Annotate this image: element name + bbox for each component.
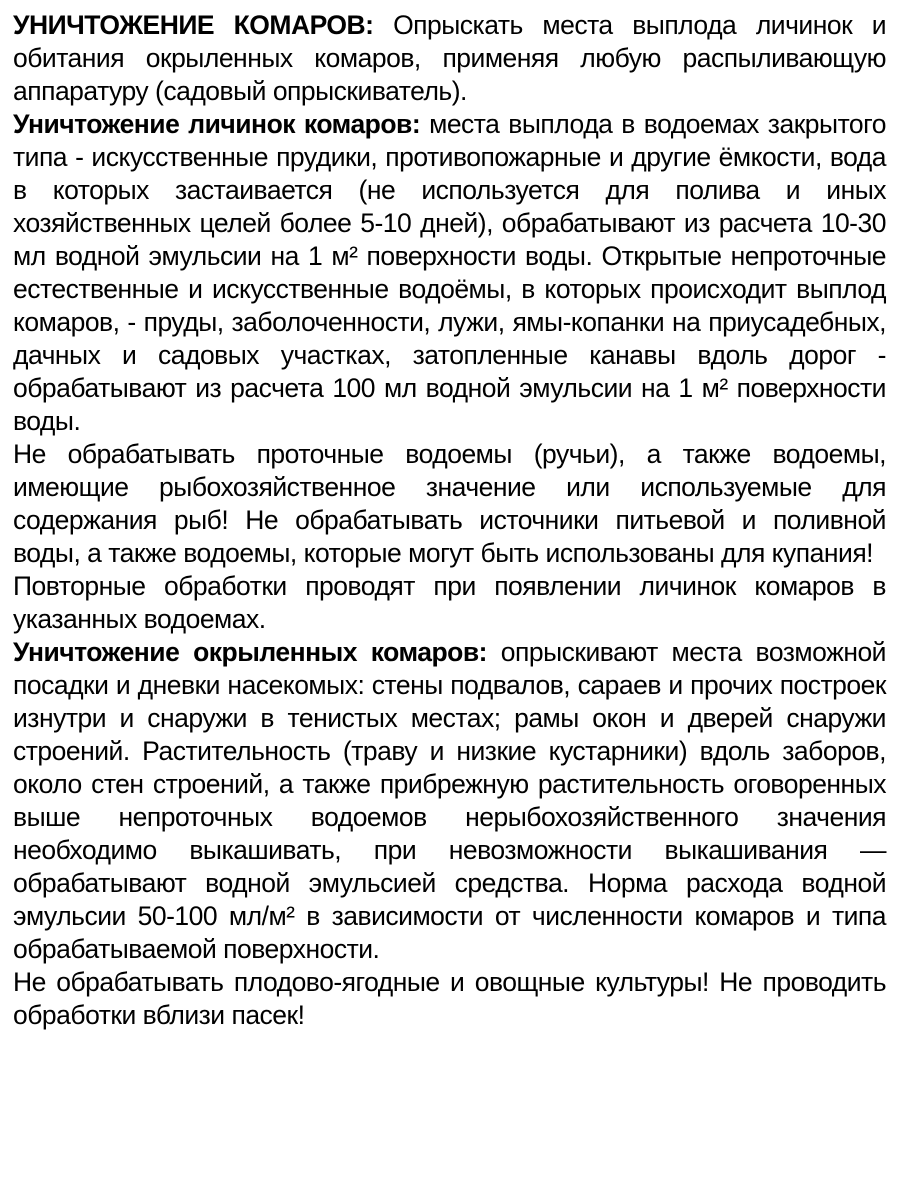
- paragraph-body: опрыскивают места возможной посадки и дневки насекомых: стены подвалов, сараев и прочих построек изнутри и снаружи в тенистых местах; рамы окон и дверей снаружи строений. Растительность (траву и низкие кустарники) вдоль заборов, около стен строений, а также прибрежную растительность оговоренных выше непроточных водоемов нерыбохозяйственного значения необходимо выкашивать, при невозможности выкашивания — обрабатывают водной эмульсией средства. Норма расхода водной эмульсии 50-100 мл/м² в зависимости от численности комаров и типа обрабатываемой поверхности.: [13, 637, 886, 964]
- paragraph-body: Не обрабатывать плодово-ягодные и овощные культуры! Не проводить обработки вблизи пасек!: [13, 967, 886, 1030]
- paragraph: [13, 570, 886, 636]
- paragraph-lead: Уничтожение окрыленных комаров:: [13, 637, 487, 667]
- paragraph-body: Не обрабатывать проточные водоемы (ручьи), а также водоемы, имеющие рыбохозяйственное значение или используемые для содержания рыб! Не обрабатывать источники питьевой и поливной воды, а также водоемы, которые могут быть использованы для купания!: [13, 439, 886, 568]
- paragraph: [13, 438, 886, 570]
- paragraph-body: Опрыскать места выплода личинок и обитания окрыленных комаров, применяя любую распыливающую аппаратуру (садовый опрыскиватель).: [13, 10, 887, 106]
- paragraph: [13, 636, 886, 966]
- document-body: [13, 9, 886, 1032]
- paragraph-lead: УНИЧТОЖЕНИЕ КОМАРОВ:: [13, 10, 374, 40]
- paragraph: [13, 966, 886, 1032]
- paragraph: [13, 108, 886, 438]
- paragraph-lead: Уничтожение личинок комаров:: [13, 109, 421, 139]
- paragraph-body: места выплода в водоемах закрытого типа - искусственные прудики, противопожарные и другие ёмкости, вода в которых застаивается (не используется для полива и иных хозяйственных целей более 5-10 дней), обрабатывают из расчета 10-30 мл водной эмульсии на 1 м² поверхности воды. Открытые непроточные естественные и искусственные водоёмы, в которых происходит выплод комаров, - пруды, заболоченности, лужи, ямы-копанки на приусадебных, дачных и садовых участках, затопленные канавы вдоль дорог - обрабатывают из расчета 100 мл водной эмульсии на 1 м² поверхности воды.: [13, 109, 886, 436]
- paragraph-body: Повторные обработки проводят при появлении личинок комаров в указанных водоемах.: [13, 571, 886, 634]
- paragraph: [13, 9, 886, 108]
